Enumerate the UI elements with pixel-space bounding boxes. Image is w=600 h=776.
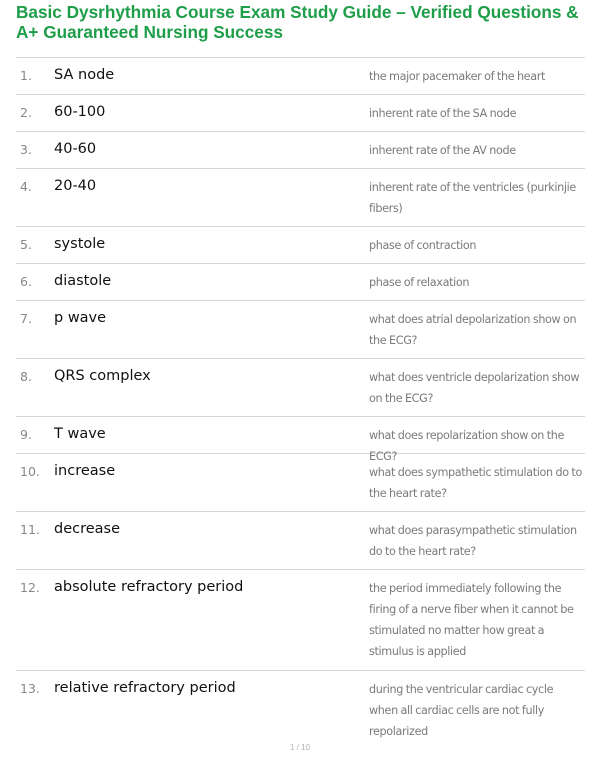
row-definition: what does parasympathetic stimulation do to the heart rate? [369, 524, 577, 558]
table-row [16, 169, 585, 227]
row-definition: the major pacemaker of the heart [369, 70, 546, 83]
table-row [16, 227, 585, 264]
table-row [16, 58, 585, 95]
row-definition: what does sympathetic stimulation do to the heart rate? [369, 466, 582, 500]
table-row [16, 301, 585, 359]
row-number: 6. [20, 274, 32, 289]
row-term: decrease [54, 521, 121, 537]
row-term: relative refractory period [54, 680, 236, 696]
row-term: absolute refractory period [54, 579, 244, 595]
page-title: Basic Dysrhythmia Course Exam Study Guide – Verified Questions & A+ Guaranteed Nursing Success [16, 2, 579, 42]
row-term: p wave [54, 310, 107, 326]
row-term: 40-60 [54, 141, 97, 157]
row-term: increase [54, 463, 116, 479]
row-number: 3. [20, 142, 32, 157]
row-definition: phase of relaxation [369, 276, 470, 289]
row-number: 10. [20, 464, 40, 479]
row-term: 60-100 [54, 104, 106, 120]
table-row [16, 570, 585, 671]
row-definition: what does atrial depolarization show on the ECG? [369, 313, 577, 347]
row-number: 12. [20, 580, 40, 595]
row-definition: inherent rate of the SA node [369, 107, 517, 120]
row-number: 8. [20, 369, 32, 384]
table-row [16, 359, 585, 417]
row-definition: inherent rate of the AV node [369, 144, 516, 157]
row-number: 1. [20, 68, 32, 83]
row-number: 4. [20, 179, 32, 194]
table-row [16, 132, 585, 169]
row-term: T wave [54, 426, 106, 442]
table-row [16, 95, 585, 132]
row-definition: what does repolarization show on the ECG? [369, 429, 565, 463]
row-definition: during the ventricular cardiac cycle when all cardiac cells are not fully repolarized [369, 683, 554, 738]
row-term: 20-40 [54, 178, 97, 194]
row-term: QRS complex [54, 368, 151, 384]
row-number: 13. [20, 681, 40, 696]
row-term: SA node [54, 67, 115, 83]
row-definition: phase of contraction [369, 239, 477, 252]
row-number: 5. [20, 237, 32, 252]
page-indicator: 1 / 10 [289, 743, 310, 752]
table-row [16, 417, 585, 463]
row-number: 11. [20, 522, 40, 537]
table-row [16, 671, 585, 738]
flashcard-table [16, 57, 585, 738]
table-row [16, 264, 585, 301]
row-definition: the period immediately following the firing of a nerve fiber when it cannot be stimulated no matter how great a stimulus is applied [369, 582, 574, 658]
row-number: 7. [20, 311, 32, 326]
table-row [16, 512, 585, 570]
row-term: systole [54, 236, 106, 252]
row-definition: inherent rate of the ventricles (purkinjie fibers) [369, 181, 576, 215]
table-row [16, 454, 585, 512]
row-number: 2. [20, 105, 32, 120]
row-definition: what does ventricle depolarization show on the ECG? [369, 371, 580, 405]
row-term: diastole [54, 273, 112, 289]
row-number: 9. [20, 427, 32, 442]
